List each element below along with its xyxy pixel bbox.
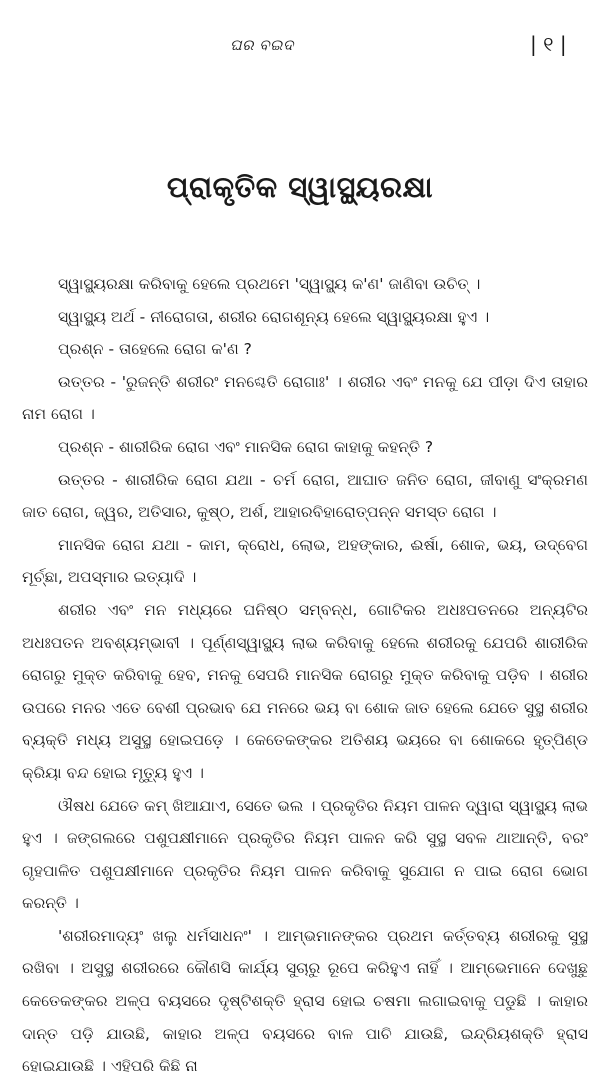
chapter-title: ପ୍ରାକୃତିକ ସ୍ୱାସ୍ଥ୍ୟରକ୍ଷା (166, 170, 434, 204)
paragraph: ଉତ୍ତର - 'ରୁଜନ୍ତି ଶରୀରଂ ମନଶ୍ଚେତି ରୋଗାଃ' । ଶରୀର ଏବଂ ମନକୁ ଯେ ପୀଡ଼ା ଦିଏ ତାହାର ନାମ ରୋଗ । (22, 372, 588, 424)
book-title: ଘର ବଇଦ (230, 36, 294, 54)
page-number: | ୧ | (530, 32, 567, 56)
paragraph: ପ୍ରଶ୍ନ - ଶାରୀରିକ ରୋଗ ଏବଂ ମାନସିକ ରୋଗ କାହାକୁ କହନ୍ତି ? (58, 437, 434, 456)
running-header (0, 32, 600, 58)
paragraph: ସ୍ୱାସ୍ଥ୍ୟରକ୍ଷା କରିବାକୁ ହେଲେ ପ୍ରଥମେ 'ସ୍ୱାସ୍ଥ୍ୟ କ'ଣ' ଜାଣିବା ଉଚିତ୍ । (58, 275, 481, 293)
body-text (22, 268, 588, 1083)
paragraph: ଉତ୍ତର - ଶାରୀରିକ ରୋଗ ଯଥା - ଚର୍ମ ରୋଗ, ଆଘାତ ଜନିତ ରୋଗ, ଜୀବାଣୁ ସଂକ୍ରମଣ ଜାତ ରୋଗ, ଜ୍ୱର, ଅତିସାର, କୁଷ୍ଠ, ଅର୍ଶ, ଆହାରବିହାରୋତ୍ପନ୍ନ ସମସ୍ତ ରୋଗ । (22, 470, 588, 522)
paragraph: ସ୍ୱାସ୍ଥ୍ୟ ଅର୍ଥ - ନୀରୋଗତା, ଶରୀର ରୋଗଶୂନ୍ୟ ହେଲେ ସ୍ୱାସ୍ଥ୍ୟରକ୍ଷା ହୁଏ । (58, 307, 490, 326)
paragraph: ପ୍ରଶ୍ନ - ତାହେଲେ ରୋଗ କ'ଣ ? (58, 340, 252, 359)
paragraph: ମାନସିକ ରୋଗ ଯଥା - କାମ, କ୍ରୋଧ, ଲୋଭ, ଅହଙ୍କାର, ଈର୍ଷା, ଶୋକ, ଭୟ, ଉଦ୍‌ବେଗ ମୂର୍ଚ୍ଛା, ଅପସ୍ମାର ଇତ୍ୟାଦି । (22, 535, 588, 587)
paragraph: ଔଷଧ ଯେତେ କମ୍ ଖିଆଯାଏ, ସେତେ ଭଲ । ପ୍ରକୃତିର ନିୟମ ପାଳନ ଦ୍ୱାରା ସ୍ୱାସ୍ଥ୍ୟ ଲାଭ ହୁଏ । ଜଙ୍ଗଲରେ ପଶୁପକ୍ଷୀମାନେ ପ୍ରକୃତିର ନିୟମ ପାଳନ କରି ସୁସ୍ଥ ସବଳ ଥାଆନ୍ତି, ବରଂ ଗୃହପାଳିତ ପଶୁପକ୍ଷୀମାନେ ପ୍ରକୃତିର ନିୟମ ପାଳନ କରିବାକୁ ସୁଯୋଗ ନ ପାଇ ରୋଗ ଭୋଗ କରନ୍ତି । (22, 796, 588, 913)
paragraph: ଶରୀର ଏବଂ ମନ ମଧ୍ୟରେ ଘନିଷ୍ଠ ସମ୍ବନ୍ଧ, ଗୋଟିକର ଅଧଃପତନରେ ଅନ୍ୟଟିର ଅଧଃପତନ ଅବଶ୍ୟମ୍ଭାବୀ । ପୂର୍ଣ୍ଣସ୍ୱାସ୍ଥ୍ୟ ଲାଭ କରିବାକୁ ହେଲେ ଶରୀରକୁ ଯେପରି ଶାରୀରିକ ରୋଗରୁ ମୁକ୍ତ କରିବାକୁ ହେବ, ମନକୁ ସେପରି ମାନସିକ ରୋଗରୁ ମୁକ୍ତ କରିବାକୁ ପଡ଼ିବ । ଶରୀର ଉପରେ ମନର ଏତେ ବେଶୀ ପ୍ରଭାବ ଯେ ମନରେ ଭୟ ବା ଶୋକ ଜାତ ହେଲେ ଯେତେ ସୁସ୍ଥ ଶରୀର ବ୍ୟକ୍ତି ମଧ୍ୟ ଅସୁସ୍ଥ ହୋଇପଡ଼େ । କେତେକଙ୍କର ଅତିଶୟ ଭୟରେ ବା ଶୋକରେ ହୃତ୍‌ପିଣ୍ଡ କ୍ରିୟା ବନ୍ଦ ହୋଇ ମୃତ୍ୟୁ ହୁଏ । (22, 600, 588, 782)
paragraph: 'ଶରୀରମାଦ୍ୟଂ ଖଲୁ ଧର୍ମସାଧନଂ' । ଆମ୍ଭମାନଙ୍କର ପ୍ରଥମ କର୍ତ୍ତବ୍ୟ ଶରୀରକୁ ସୁସ୍ଥ ରଖିବା । ଅସୁସ୍ଥ ଶରୀରରେ କୌଣସି କାର୍ଯ୍ୟ ସୁଚାରୁ ରୂପେ କରିହୁଏ ନାହିଁ । ଆମ୍ଭେମାନେ ଦେଖୁଛୁ କେତେକଙ୍କର ଅଳ୍ପ ବୟସରେ ଦୃଷ୍ଟିଶକ୍ତି ହ୍ରାସ ହୋଇ ଚଷମା ଲଗାଇବାକୁ ପଡୁଛି । କାହାର ଦାନ୍ତ ପଡ଼ି ଯାଉଛି, କାହାର ଅଳ୍ପ ବୟସରେ ବାଳ ପାଚି ଯାଉଛି, ଇନ୍ଦ୍ରିୟଶକ୍ତି ହ୍ରାସ ହୋଇଯାଉଛି । ଏହିପରି କିଛି ନା (22, 926, 588, 1076)
